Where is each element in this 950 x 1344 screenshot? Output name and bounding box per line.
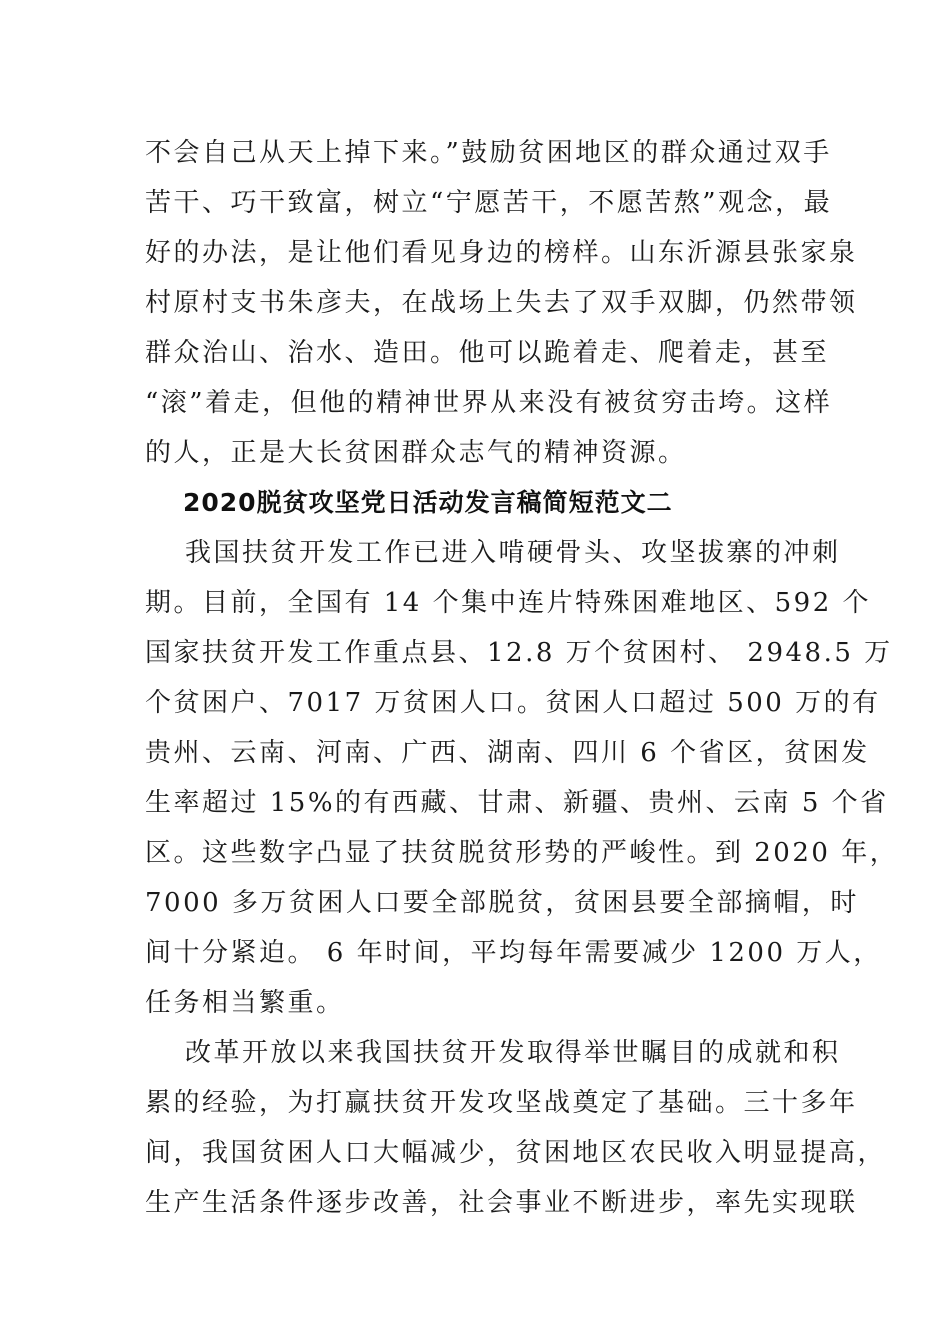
text-line: 群众治山、治水、造田。他可以跪着走、爬着走，甚至 xyxy=(145,338,830,368)
text-line: 我国扶贫开发工作已进入啃硬骨头、攻坚拔寨的冲刺 xyxy=(185,538,841,568)
text-line: 的人，正是大长贫困群众志气的精神资源。 xyxy=(145,438,687,468)
text-line: 生率超过 15%的有西藏、甘肃、新疆、贵州、云南 5 个省 xyxy=(145,788,889,818)
section-heading: 2020脱贫攻坚党日活动发言稿简短范文二 xyxy=(183,488,673,517)
text-line: 个贫困户、7017 万贫困人口。贫困人口超过 500 万的有 xyxy=(145,688,881,718)
text-line: 生产生活条件逐步改善，社会事业不断进步，率先实现联 xyxy=(145,1188,858,1218)
text-line: 苦干、巧干致富，树立“宁愿苦干，不愿苦熬”观念，最 xyxy=(145,188,833,218)
text-line: 国家扶贫开发工作重点县、12.8 万个贫困村、 2948.5 万 xyxy=(145,638,893,668)
text-line: “滚”着走，但他的精神世界从来没有被贫穷击垮。这样 xyxy=(145,388,833,418)
text-line: 村原村支书朱彦夫，在战场上失去了双手双脚，仍然带领 xyxy=(145,288,858,318)
text-line: 贵州、云南、河南、广西、湖南、四川 6 个省区，贫困发 xyxy=(145,738,870,768)
text-line: 任务相当繁重。 xyxy=(145,988,345,1018)
text-line: 好的办法，是让他们看见身边的榜样。山东沂源县张家泉 xyxy=(145,238,858,268)
text-line: 区。这些数字凸显了扶贫脱贫形势的严峻性。到 2020 年， xyxy=(145,838,899,868)
text-line: 间，我国贫困人口大幅减少，贫困地区农民收入明显提高， xyxy=(145,1138,887,1168)
text-line: 7000 多万贫困人口要全部脱贫，贫困县要全部摘帽，时 xyxy=(145,888,859,918)
text-line: 期。目前，全国有 14 个集中连片特殊困难地区、592 个 xyxy=(145,588,872,618)
text-line: 间十分紧迫。 6 年时间，平均每年需要减少 1200 万人， xyxy=(145,938,882,968)
text-line: 累的经验，为打赢扶贫开发攻坚战奠定了基础。三十多年 xyxy=(145,1088,858,1118)
text-line: 不会自己从天上掉下来。”鼓励贫困地区的群众通过双手 xyxy=(145,138,832,168)
text-line: 改革开放以来我国扶贫开发取得举世瞩目的成就和积 xyxy=(185,1038,841,1068)
